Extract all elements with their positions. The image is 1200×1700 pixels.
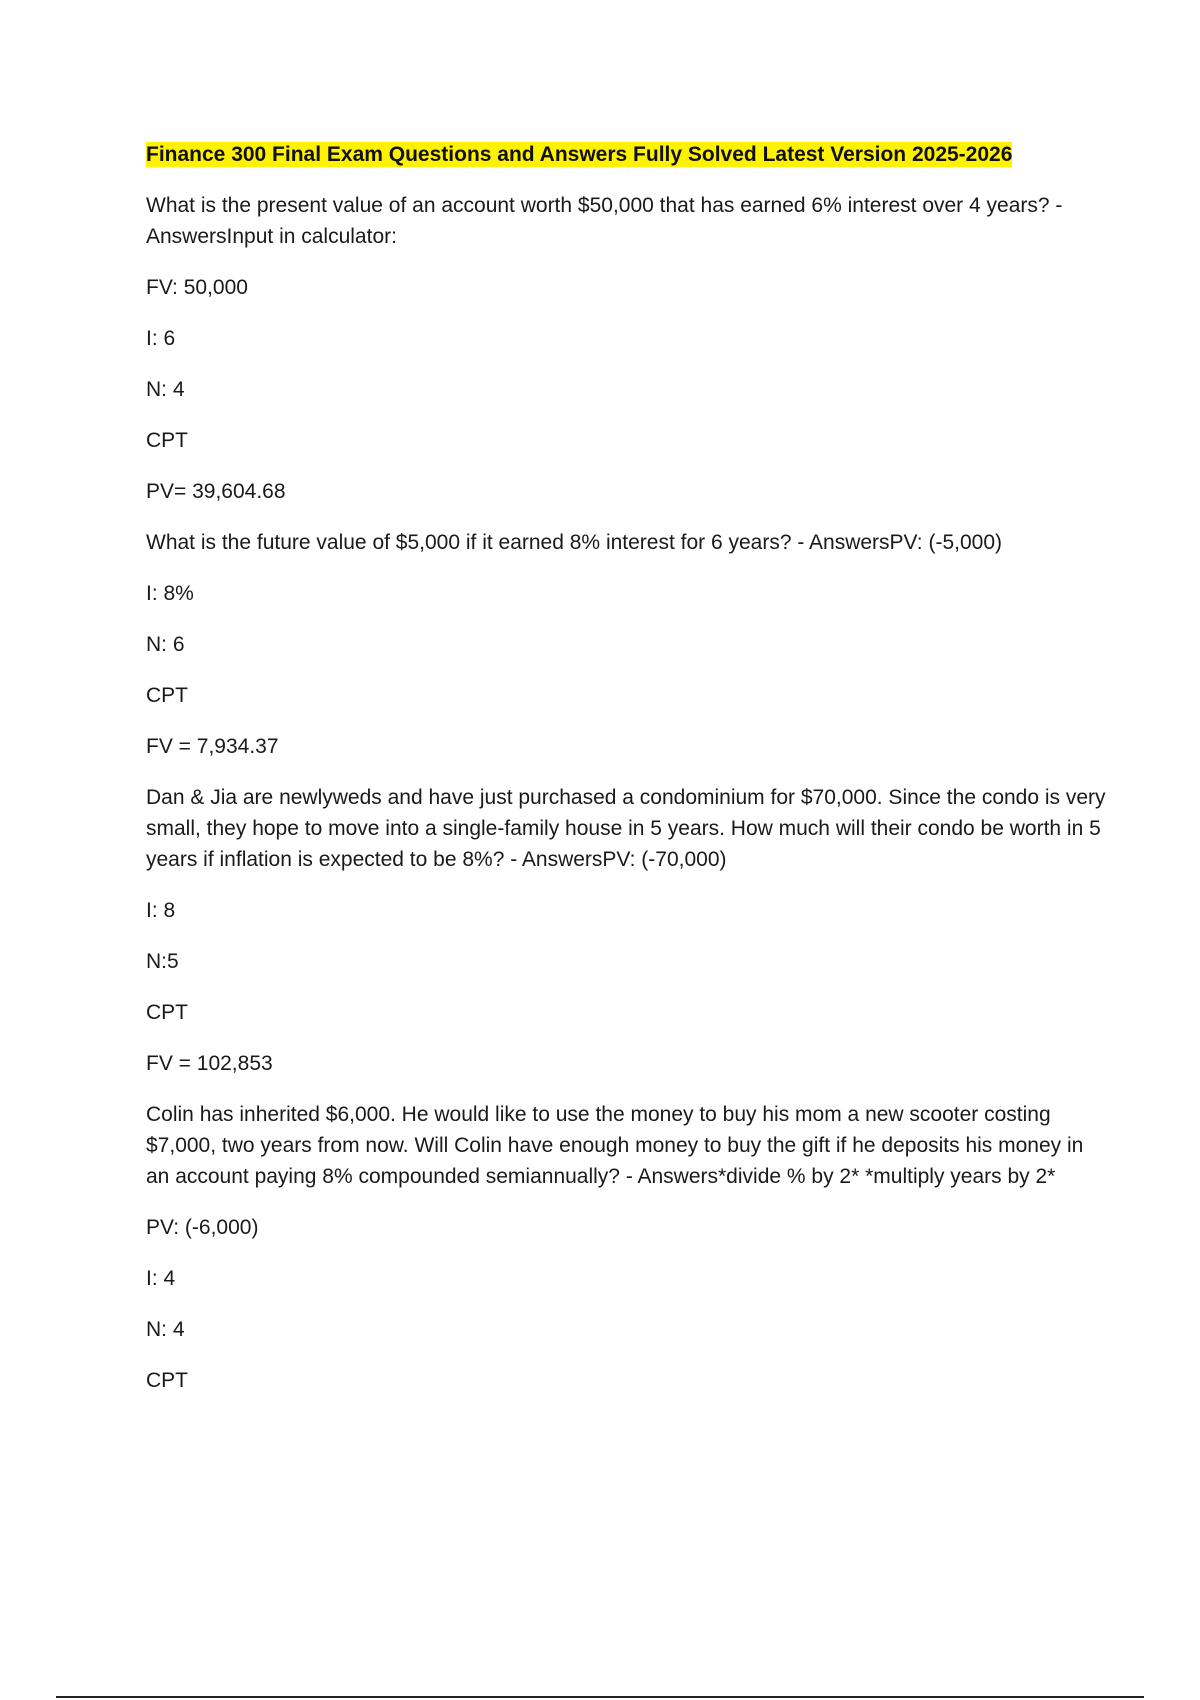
answer-line: I: 8 xyxy=(146,899,176,923)
question-4: Colin has inherited $6,000. He would like to use the money to buy his mom a new scooter costing $7,000, two years from now. Will Colin have enough money to buy the gift if he deposits his money in an account paying 8% compounded semiannually? - Answers*divide % by 2* *multiply years by 2* xyxy=(146,1103,1090,1189)
answer-line: I: 6 xyxy=(146,327,176,351)
answer-line: FV = 102,853 xyxy=(146,1052,273,1076)
footer-divider xyxy=(56,1696,1144,1698)
question-3: Dan & Jia are newlyweds and have just purchased a condominium for $70,000. Since the condo is very small, they hope to move into a single-family house in 5 years. How much will their condo be worth in 5 years if inflation is expected to be 8%? - AnswersPV: (-70,000) xyxy=(146,786,1112,872)
answer-line: N: 6 xyxy=(146,633,185,657)
answer-line: N:5 xyxy=(146,950,179,974)
question-1: What is the present value of an account worth $50,000 that has earned 6% interest over 4 years? - AnswersInput in calculator: xyxy=(146,194,1068,249)
document-title: Finance 300 Final Exam Questions and Answers Fully Solved Latest Version 2025-2026 xyxy=(146,143,1013,166)
document-page xyxy=(146,140,1112,1416)
answer-line: FV: 50,000 xyxy=(146,276,248,300)
answer-line: N: 4 xyxy=(146,378,185,402)
answer-line: CPT xyxy=(146,429,188,453)
answer-line: CPT xyxy=(146,684,188,708)
title-block xyxy=(146,140,1106,170)
answer-line: I: 4 xyxy=(146,1267,176,1291)
answer-line: FV = 7,934.37 xyxy=(146,735,279,759)
question-2: What is the future value of $5,000 if it earned 8% interest for 6 years? - AnswersPV: (-5,000) xyxy=(146,531,1002,555)
answer-line: N: 4 xyxy=(146,1318,185,1342)
answer-line: I: 8% xyxy=(146,582,194,606)
answer-line: PV= 39,604.68 xyxy=(146,480,286,504)
answer-line: CPT xyxy=(146,1001,188,1025)
answer-line: CPT xyxy=(146,1369,188,1393)
answer-line: PV: (-6,000) xyxy=(146,1216,259,1240)
